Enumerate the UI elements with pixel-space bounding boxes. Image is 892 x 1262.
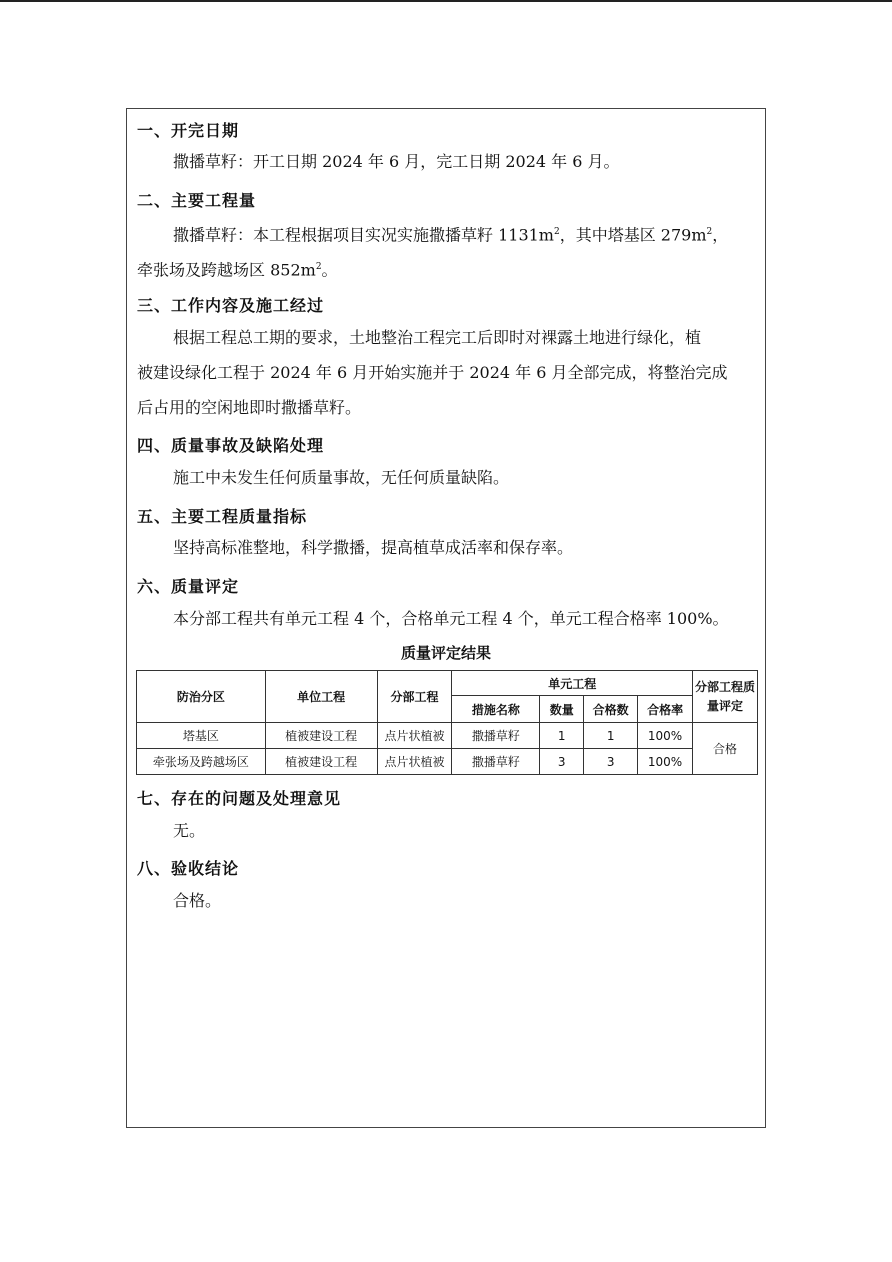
cell-unit: 植被建设工程 xyxy=(265,749,377,775)
header-unit: 单位工程 xyxy=(265,671,377,723)
cell-passed: 1 xyxy=(584,723,638,749)
section-4-heading: 四、质量事故及缺陷处理 xyxy=(137,436,325,455)
top-border-line xyxy=(0,0,892,2)
cell-quality-result: 合格 xyxy=(693,723,758,775)
header-element: 单元工程 xyxy=(452,671,693,696)
section-6-heading: 六、质量评定 xyxy=(137,577,240,596)
section-8-heading: 八、验收结论 xyxy=(137,859,240,878)
section-3-line-2: 被建设绿化工程于 2024 年 6 月开始实施并于 2024 年 6 月全部完成，将整治完成 xyxy=(137,363,728,382)
cell-count: 3 xyxy=(540,749,584,775)
section-3-line-3: 后占用的空闲地即时撒播草籽。 xyxy=(137,398,362,417)
header-count: 数量 xyxy=(540,696,584,723)
section-2-line-2: 牵张场及跨越场区 $852m^2$。 xyxy=(137,260,338,280)
cell-zone: 牵张场及跨越场区 xyxy=(137,749,266,775)
header-rate: 合格率 xyxy=(638,696,693,723)
cell-division: 点片状植被 xyxy=(377,749,452,775)
cell-zone: 塔基区 xyxy=(137,723,266,749)
table-title: 质量评定结果 xyxy=(400,644,491,662)
section-3-heading: 三、工作内容及施工经过 xyxy=(137,296,325,315)
cell-rate: 100% xyxy=(638,723,693,749)
header-passed: 合格数 xyxy=(584,696,638,723)
header-measure: 措施名称 xyxy=(452,696,540,723)
header-quality: 分部工程质量评定 xyxy=(693,671,758,723)
cell-measure: 撒播草籽 xyxy=(452,723,540,749)
section-2-heading: 二、主要工程量 xyxy=(137,191,257,210)
cell-division: 点片状植被 xyxy=(377,723,452,749)
cell-count: 1 xyxy=(540,723,584,749)
table-row xyxy=(137,723,758,749)
section-8-body: 合格。 xyxy=(173,891,222,910)
cell-measure: 撒播草籽 xyxy=(452,749,540,775)
section-3-line-1: 根据工程总工期的要求，土地整治工程完工后即时对裸露土地进行绿化，植 xyxy=(173,328,702,347)
header-zone: 防治分区 xyxy=(137,671,266,723)
cell-unit: 植被建设工程 xyxy=(265,723,377,749)
section-2-line-1: 撒播草籽：本工程根据项目实况实施撒播草籽 $1131m^2$，其中塔基区 $279m^2$， xyxy=(173,225,729,245)
document-frame xyxy=(126,108,766,1128)
section-1-body: 撒播草籽：开工日期 2024 年 6 月，完工日期 2024 年 6 月。 xyxy=(173,152,620,171)
quality-table xyxy=(136,670,758,775)
section-1-heading: 一、开完日期 xyxy=(137,121,240,140)
cell-rate: 100% xyxy=(638,749,693,775)
section-6-body: 本分部工程共有单元工程 4 个，合格单元工程 4 个，单元工程合格率 100%。 xyxy=(173,609,729,628)
cell-passed: 3 xyxy=(584,749,638,775)
section-5-heading: 五、主要工程质量指标 xyxy=(137,507,308,526)
header-division: 分部工程 xyxy=(377,671,452,723)
section-4-body: 施工中未发生任何质量事故，无任何质量缺陷。 xyxy=(173,468,510,487)
section-7-heading: 七、存在的问题及处理意见 xyxy=(137,789,342,808)
table-row xyxy=(137,749,758,775)
section-5-body: 坚持高标准整地，科学撒播，提高植草成活率和保存率。 xyxy=(173,538,574,557)
section-7-body: 无。 xyxy=(173,821,206,840)
